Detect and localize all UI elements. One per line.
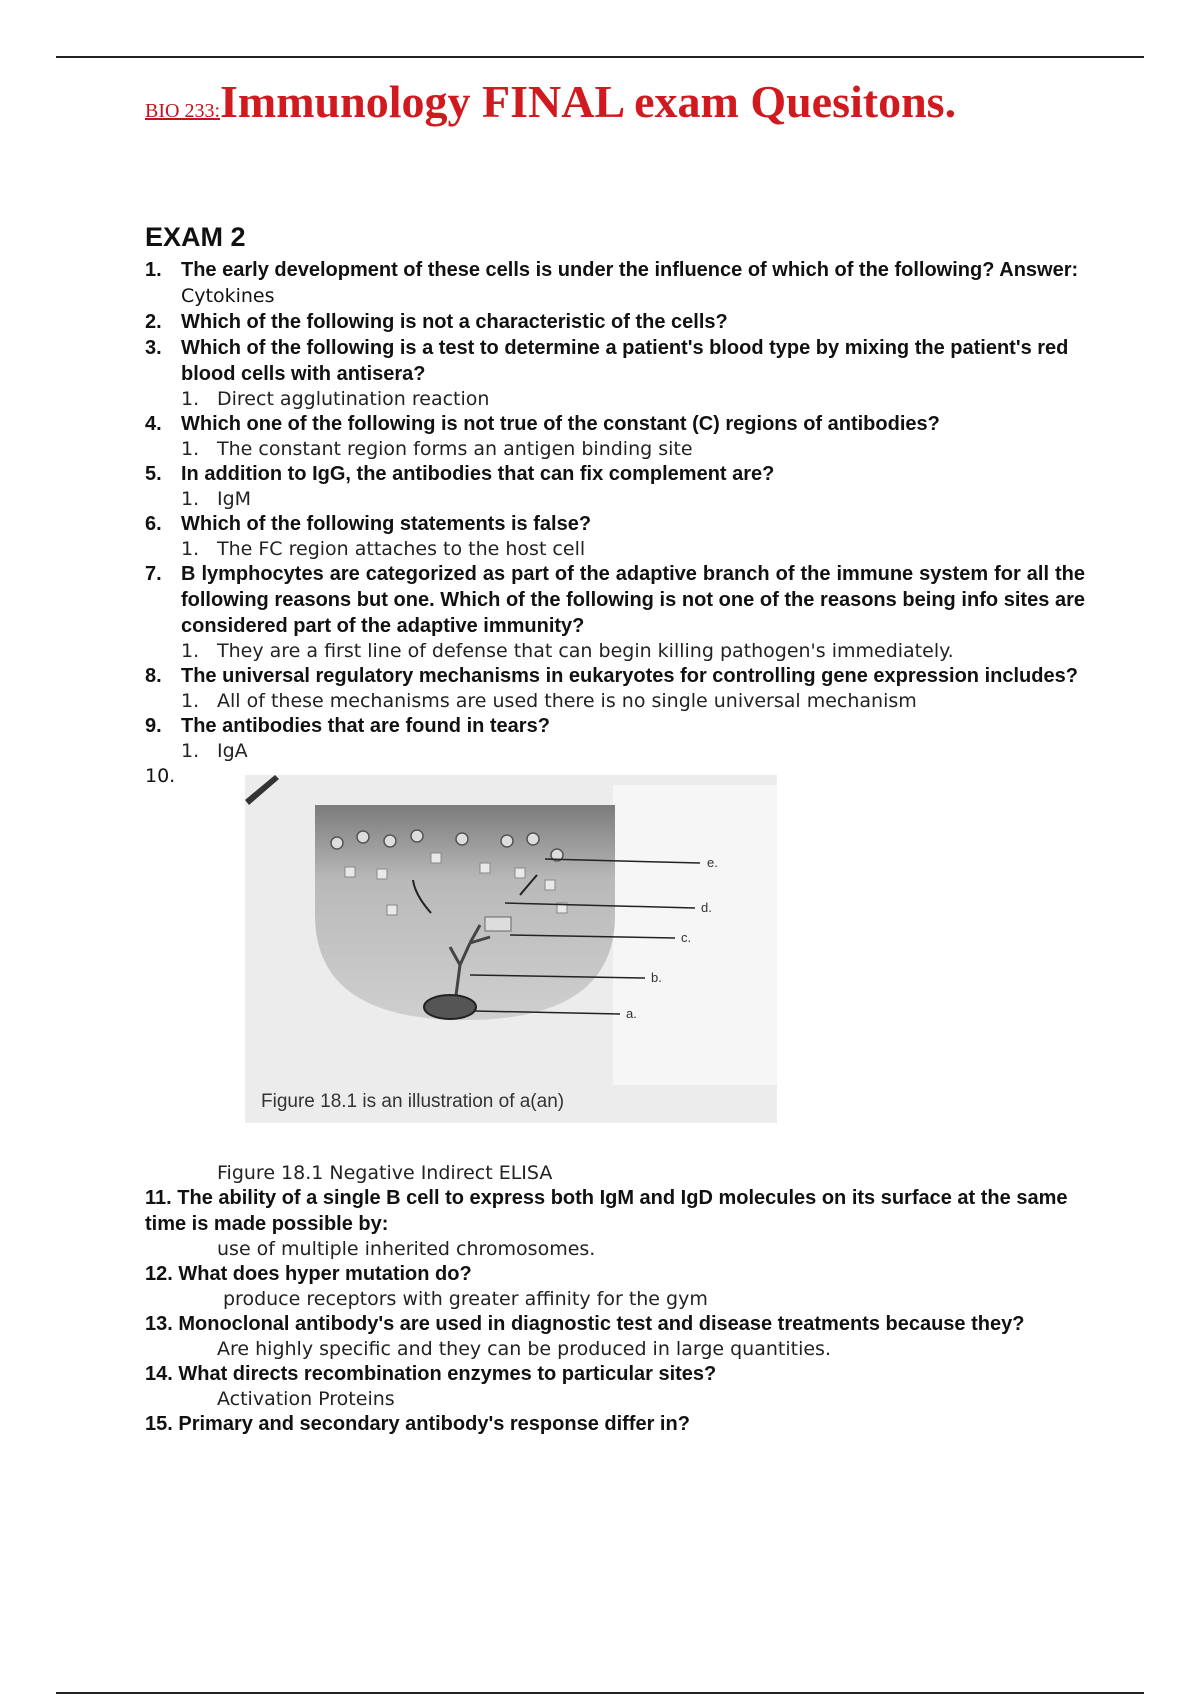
title-separator: : [214,100,221,122]
answer-8: 1. All of these mechanisms are used there is no single universal mechanism [181,690,917,712]
main-title: Immunology FINAL exam Quesitons. [220,76,957,127]
answer-14: Activation Proteins [217,1388,395,1410]
label-a: a. [626,1006,637,1021]
question-13: 13. Monoclonal antibody's are used in diagnostic test and disease treatments because they? [145,1313,1025,1335]
question-14: 14. What directs recombination enzymes to particular sites? [145,1363,717,1385]
label-d: d. [701,900,712,915]
question-text: Which of the following is a test to determine a patient's blood type by mixing the patient's red blood cells with antisera? [181,337,1069,385]
course-code: BIO 233 [145,100,215,122]
figure-caption: Figure 18.1 Negative Indirect ELISA [217,1162,553,1184]
question-text: The universal regulatory mechanisms in eukaryotes for controlling gene expression includes? [181,665,1078,687]
question-text: Which of the following statements is false? [181,513,592,535]
question-text: The antibodies that are found in tears? [181,715,550,737]
document-page: BIO 233:Immunology FINAL exam Quesitons. EXAM 2 1. The early development of these cells is under the influence of which of the following? Answer: Cytokines 2. Which of the following is not a characteristic of the cells? 3. Which of the following is a test to determine a patient's blood type by mixing the patient's red blood cells with antisera? 1. Direct agglutination reaction 4. Which one of the following is not true of the constant (C) regions of antibodies? 1. The constant region forms an antigen binding site 5. In addition to IgG, the antibodies that can fix complement are? 1. IgM 6. Which of the following statements is false? 1. The FC region attaches to the host cell 7. B lymphocytes are categorized as part of the adaptive branch of the immune system for all the following reasons but one. Which of the following is not one of the reasons being info sites are considered part of the adaptive immunity? 1. They are a first line of defense that can begin killing pathogen's immediately. 8. The universal regulatory mechanisms in eukaryotes for controlling gene expression includes? 1. All of these mechanisms are used there is no single universal mechanism 9. The antibodies that are found in tears? 1. IgA 10. e. d. c. b. a. Figure 18.1 is an illustration of a(an) Figure 18.1 Negative Indirect ELISA 11. The ability of a single B cell to express both IgM and IgD molecules on its surface at the same time is made possible by: use of multiple inherited chromosomes. 12. What does hyper mutation do? produce receptors with greater affinity for the gym 13. Monoclonal antibody's are used in diagnostic test and disease treatments because they? Are highly specific and they can be produced in large quantities. 14. What directs recombination enzymes to particular sites? Activation Proteins 15. Primary and secondary antibody's response differ in? [145,76,1085,1435]
question-8: 8. The universal regulatory mechanisms in eukaryotes for controlling gene expression includes? [145,665,1078,687]
question-7: 7. B lymphocytes are categorized as part of the adaptive branch of the immune system for all the following reasons but one. Which of the following is not one of the reasons being info sites are considered part of the adaptive immunity? [145,563,1085,637]
answer-3: 1. Direct agglutination reaction [181,388,490,410]
question-9: 9. The antibodies that are found in tears? [145,715,550,737]
answer-13: Are highly specific and they can be produced in large quantities. [217,1338,831,1360]
question-4: 4. Which one of the following is not true of the constant (C) regions of antibodies? [145,413,940,435]
question-text: Which of the following is not a characteristic of the cells? [181,311,728,333]
answer-6: 1. The FC region attaches to the host cell [181,538,586,560]
elisa-figure [245,775,777,1123]
document-title [145,78,1085,137]
question-1: 1. The early development of these cells is under the influence of which of the following? Answer: Cytokines [145,259,1079,307]
bottom-rule [56,1692,1144,1694]
answer-7: 1. They are a first line of defense that can begin killing pathogen's immediately. [181,640,954,662]
question-11: 11. The ability of a single B cell to express both IgM and IgD molecules on its surface at the same time is made possible by: [145,1187,1068,1235]
elisa-illustration [245,775,777,1123]
section-heading: EXAM 2 [145,222,246,252]
question-text: B lymphocytes are categorized as part of the adaptive branch of the immune system for all the following reasons but one. Which of the following is not one of the reasons being info sites are considered part of the adaptive immunity? [181,563,1085,637]
answer-11: use of multiple inherited chromosomes. [217,1238,596,1260]
question-3: 3. Which of the following is a test to determine a patient's blood type by mixing the patient's red blood cells with antisera? [145,337,1069,385]
answer-5: 1. IgM [181,488,252,510]
question-5: 5. In addition to IgG, the antibodies that can fix complement are? [145,463,775,485]
label-c: c. [681,930,692,945]
label-b: b. [651,970,662,985]
question-text: In addition to IgG, the antibodies that can fix complement are? [181,463,775,485]
answer-9: 1. IgA [181,740,248,762]
question-2: 2. Which of the following is not a characteristic of the cells? [145,311,728,333]
question-12: 12. What does hyper mutation do? [145,1263,472,1285]
figure-inner-caption: Figure 18.1 is an illustration of a(an) [261,1091,565,1112]
answer-4: 1. The constant region forms an antigen binding site [181,438,693,460]
question-text: The early development of these cells is under the influence of which of the following? Answer: [181,259,1079,281]
inline-answer: Cytokines [181,285,275,307]
question-15: 15. Primary and secondary antibody's response differ in? [145,1413,690,1435]
top-rule [56,56,1144,58]
question-text: Which one of the following is not true of the constant (C) regions of antibodies? [181,413,940,435]
label-e: e. [707,855,718,870]
answer-12: produce receptors with greater affinity for the gym [223,1288,708,1310]
question-6: 6. Which of the following statements is false? [145,513,592,535]
